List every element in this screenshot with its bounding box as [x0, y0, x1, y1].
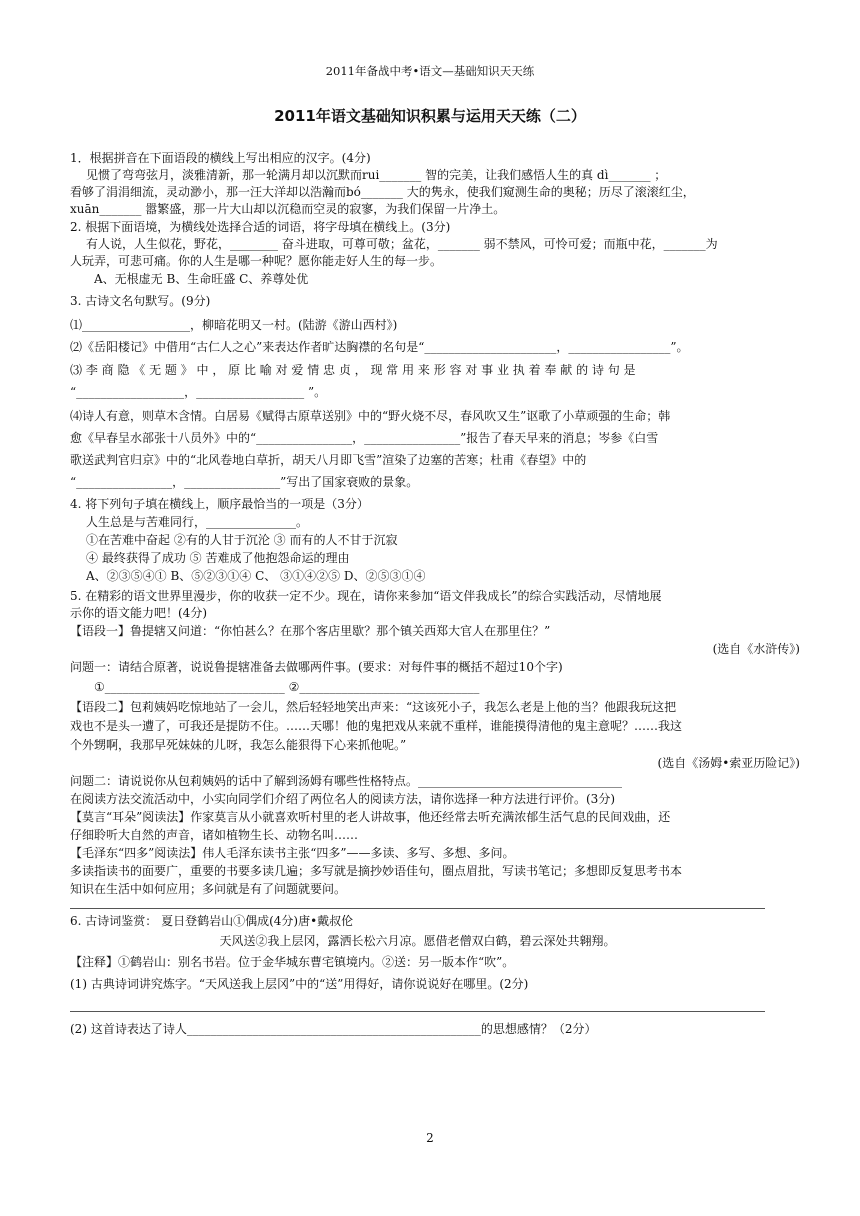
q5-method-1-line-1: 【莫言“耳朵”阅读法】作家莫言从小就喜欢听村里的老人讲故事，他还经常去听充满浓郁生活气息的民间戏曲，还	[70, 810, 671, 824]
q6-heading: 6. 古诗词鉴赏： 夏日登鹤岩山①偶成(4分)唐•戴叔伦	[70, 914, 354, 928]
q1-text-line-3: xuān_______ 嚣繁盛，那一片大山却以沉稳而空灵的寂寥，为我们保留一片净土。	[70, 202, 506, 216]
q5-passage-2-line-2: 戏也不是头一遭了，可我还是提防不住。……天哪！他的鬼把戏从来就不重样，谁能摸得清他的鬼主意呢？……我这	[70, 719, 683, 733]
q3-item-2: ⑵《岳阳楼记》中借用“古仁人之心”来表达作者旷达胸襟的名句是“______________________，_________________”。	[70, 340, 689, 354]
q2-options: A、无根虚无 B、生命旺盛 C、养尊处优	[94, 272, 309, 286]
q6-question-2: (2) 这首诗表达了诗人_________________________________________________的思想感情？（2分）	[70, 1022, 597, 1036]
q5-heading-1: 5. 在精彩的语文世界里漫步，你的收获一定不少。现在，请你来参加“语文伴我成长”的综合实践活动，尽情地展	[70, 589, 662, 603]
q5-method-2-line-2: 多读指读书的面要广，重要的书要多读几遍；多写就是摘抄妙语佳句，圈点眉批，写读书笔记；多想即反复思考书本	[70, 864, 683, 878]
q5-question-2: 问题二：请说说你从包莉姨妈的话中了解到汤姆有哪些性格特点。__________________________________	[70, 774, 623, 788]
q1-heading: 1．根据拼音在下面语段的横线上写出相应的汉字。(4分)	[70, 151, 371, 165]
q5-method-2-line-3: 知识在生活中如何应用；多问就是有了问题就要问。	[70, 882, 347, 896]
q4-heading: 4. 将下列句子填在横线上，顺序最恰当的一项是（3分）	[70, 497, 369, 511]
q3-heading: 3. 古诗文名句默写。(9分)	[70, 294, 211, 308]
q6-notes: 【注释】①鹤岩山：别名书岩。位于金华城东曹宅镇境内。②送：另一版本作“吹”。	[70, 955, 515, 969]
q5-method-2-line-1: 【毛泽东“四多”阅读法】伟人毛泽东读书主张“四多”——多读、多写、多想、多问。	[70, 846, 515, 860]
q5-answer-lines-1: ①______________________________ ②______________________________	[94, 680, 480, 694]
q5-source-2: (选自《汤姆•索亚历险记》)	[657, 756, 800, 770]
page-title: 2011年语文基础知识积累与运用天天练（二）	[274, 107, 586, 125]
q5-passage-2-line-3: 个外甥啊，我那早死妹妹的儿呀，我怎么能狠得下心来抓他呢。”	[70, 738, 407, 752]
q1-text-line-2: 看够了涓涓细流，灵动渺小，那一汪大洋却以浩瀚而bó_______ 大的隽永，使我们窥测生命的奥秘；历尽了滚滚红尘，	[70, 185, 695, 199]
q5-question-1: 问题一：请结合原著，说说鲁提辖准备去做哪两件事。(要求：对每件事的概括不超过10个字)	[70, 660, 563, 674]
page-number: 2	[426, 1131, 434, 1145]
q2-heading: 2. 根据下面语境，为横线处选择合适的词语，将字母填在横线上。(3分)	[70, 220, 451, 234]
answer-line	[70, 1011, 765, 1012]
q5-passage-1: 【语段一】鲁提辖又问道：“你怕甚么？在那个客店里歇？那个镇关西郑大官人在那里住？”	[70, 624, 551, 638]
q1-text-line-1: 见惯了弯弯弦月，淡雅清新，那一轮满月却以沉默而rui_______ 智的完美，让我们感悟人生的真 dì_______ ；	[86, 168, 667, 182]
poem-text: 天风送②我上层冈，露洒长松六月凉。愿借老僧双白鹤，碧云深处共翱翔。	[219, 934, 616, 948]
q5-method-1-line-2: 仔细聆听大自然的声音，诸如植物生长、动物名叫……	[70, 828, 359, 842]
q6-question-1: (1) 古典诗词讲究炼字。“天风送我上层冈”中的“送”用得好，请你说说好在哪里。(2分)	[70, 977, 529, 991]
answer-line	[70, 908, 765, 909]
q5-heading-2: 示你的语文能力吧！(4分)	[70, 606, 207, 620]
q5-source-1: (选自《水浒传》)	[712, 642, 800, 656]
q2-text-line-1: 有人说，人生似花，野花，________ 奋斗进取，可尊可敬；盆花，_______ 弱不禁风，可怜可爱；而瓶中花，_______为	[86, 237, 718, 251]
q4-stem: 人生总是与苦难同行，_______________。	[86, 515, 309, 529]
q5-passage-2-line-1: 【语段二】包莉姨妈吃惊地站了一会儿，然后轻轻地笑出声来：“这该死小子，我怎么老是上他的当？他跟我玩这把	[70, 700, 677, 714]
running-header: 2011年备战中考•语文—基础知识天天练	[325, 64, 535, 78]
q3-item-4-cont-3: “________________，________________”写出了国家衰败的景象。	[70, 475, 419, 489]
q3-item-4-cont-1: 愈《早春呈水部张十八员外》中的“________________，________________”报告了春天早来的消息；岑参《白雪	[70, 431, 659, 445]
q4-choices: A、②③⑤④① B、⑤②③①④ C、 ③①④②⑤ D、②⑤③①④	[86, 569, 426, 583]
q3-item-4: ⑷诗人有意，则草木含情。白居易《赋得古原草送别》中的“野火烧不尽，春风吹又生”讴歌了小草顽强的生命；韩	[70, 409, 671, 423]
q2-text-line-2: 人玩弄，可悲可痛。你的人生是哪一种呢？愿你能走好人生的每一步。	[70, 254, 443, 268]
q4-options-2: ④ 最终获得了成功 ⑤ 苦难成了他抱怨命运的理由	[86, 551, 350, 565]
q3-item-1: ⑴__________________，柳暗花明又一村。(陆游《游山西村》)	[70, 318, 398, 332]
q4-options-1: ①在苦难中奋起 ②有的人甘于沉沦 ③ 而有的人不甘于沉寂	[86, 533, 398, 547]
q3-item-3: ⑶ 李 商 隐 《 无 题 》 中 ， 原 比 喻 对 爱 情 忠 贞 ， 现 常 用 来 形 容 对 事 业 执 着 奉 献 的 诗 句 是	[70, 363, 636, 377]
q3-item-3-cont: “__________________，__________________ ”。	[70, 385, 327, 399]
q3-item-4-cont-2: 歌送武判官归京》中的“北风卷地白草折，胡天八月即飞雪”渲染了边塞的苦寒；杜甫《春望》中的	[70, 453, 587, 467]
q5-reading-intro: 在阅读方法交流活动中，小实向同学们介绍了两位名人的阅读方法，请你选择一种方法进行评价。(3分)	[70, 792, 616, 806]
